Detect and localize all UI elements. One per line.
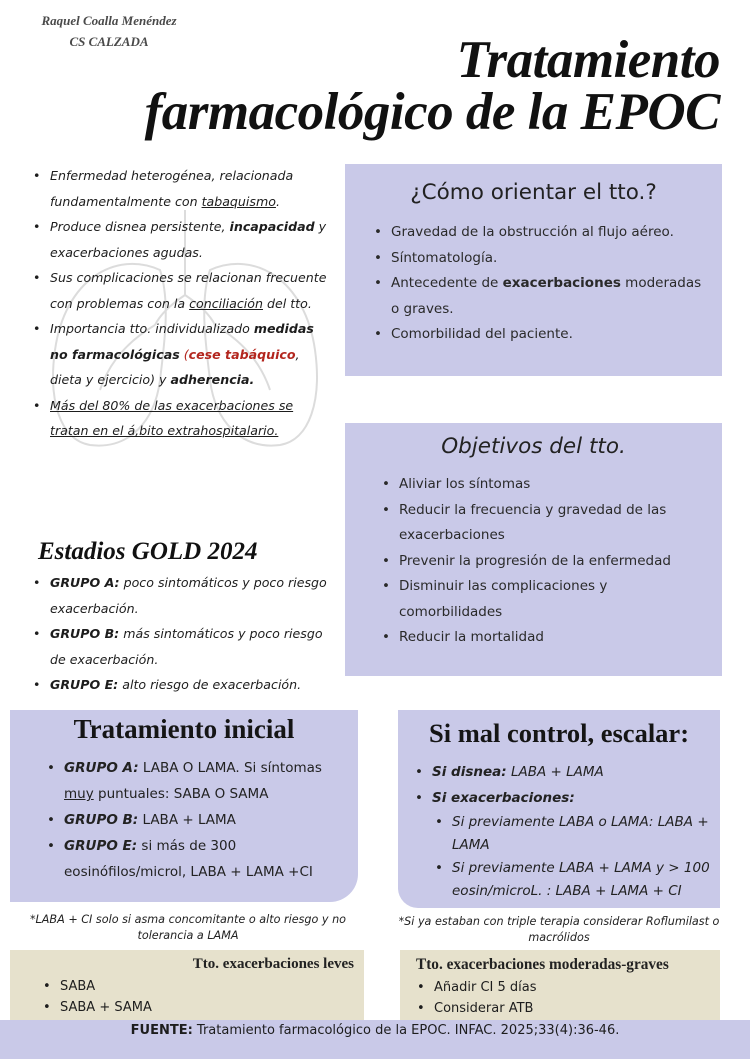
author-name: Raquel Coalla Menéndez bbox=[41, 13, 177, 28]
mild-exacerbation-panel bbox=[10, 950, 364, 1020]
intro-item: • Sus complicaciones se relacionan frecuente con problemas con la conciliación del tto. bbox=[30, 265, 330, 316]
escalate-item: • Si disnea: LABA + LAMA bbox=[412, 759, 712, 785]
title-line-1: Tratamiento bbox=[456, 31, 720, 89]
orient-item: • Antecedente de exacerbaciones moderadas o graves. bbox=[371, 271, 704, 322]
severe-exacerbation-panel bbox=[400, 950, 720, 1020]
source-label: FUENTE: bbox=[130, 1023, 193, 1038]
severe-item: • Considerar ATB bbox=[414, 998, 720, 1019]
orient-item: • Comorbilidad del paciente. bbox=[371, 322, 704, 348]
intro-item: • Más del 80% de las exacerbaciones se tratan en el á,bito extrahospitalario. bbox=[30, 393, 330, 444]
gold-list bbox=[30, 570, 340, 698]
severe-item: • Añadir CI 5 días bbox=[414, 977, 720, 998]
escalate-title: Si mal control, escalar: bbox=[428, 718, 690, 748]
orient-panel bbox=[345, 164, 722, 376]
escalate-subitem: • Si previamente LABA + LAMA y > 100 eosin/microL. : LABA + LAMA + CI bbox=[432, 857, 712, 903]
severe-title: Tto. exacerbaciones moderadas-graves bbox=[416, 956, 669, 973]
initial-item: • GRUPO E: si más de 300 eosinófilos/microl, LABA + LAMA +CI bbox=[44, 833, 348, 885]
objective-item: • Prevenir la progresión de la enfermedad bbox=[379, 549, 704, 575]
objectives-list bbox=[379, 472, 704, 651]
objectives-panel bbox=[345, 423, 722, 676]
objective-item: • Aliviar los síntomas bbox=[379, 472, 704, 498]
intro-list bbox=[30, 163, 330, 444]
severe-list bbox=[414, 977, 720, 1019]
initial-list bbox=[44, 755, 348, 885]
initial-treatment-panel bbox=[10, 710, 358, 902]
escalate-list bbox=[412, 759, 712, 903]
orient-item: • Síntomatología. bbox=[371, 246, 704, 272]
gold-item: • GRUPO A: poco sintomáticos y poco riesgo exacerbación. bbox=[30, 570, 340, 621]
gold-item: • GRUPO B: más sintomáticos y poco riesgo de exacerbación. bbox=[30, 621, 340, 672]
initial-title: Tratamiento inicial bbox=[73, 714, 295, 744]
initial-item: • GRUPO B: LABA + LAMA bbox=[44, 807, 348, 833]
escalate-item: • Si exacerbaciones: • Si previamente LABA o LAMA: LABA + LAMA • Si previamente LABA + LAMA y > 100 eosin/microL. : LABA + LAMA + CI bbox=[412, 785, 712, 903]
escalate-sublist bbox=[432, 811, 712, 903]
mild-item: • SABA bbox=[40, 976, 364, 997]
objective-item: • Disminuir las complicaciones y comorbilidades bbox=[379, 574, 704, 625]
intro-item: • Produce disnea persistente, incapacidad y exacerbaciones agudas. bbox=[30, 214, 330, 265]
escalate-note: *Si ya estaban con triple terapia considerar Roflumilast o macrólidos bbox=[398, 915, 720, 944]
source-text: Tratamiento farmacológico de la EPOC. INFAC. 2025;33(4):36-46. bbox=[192, 1023, 620, 1038]
objective-item: • Reducir la frecuencia y gravedad de las exacerbaciones bbox=[379, 498, 704, 549]
objectives-title: Objetivos del tto. bbox=[441, 434, 626, 459]
page-title bbox=[144, 31, 720, 141]
orient-title: ¿Cómo orientar el tto.? bbox=[410, 180, 657, 205]
mild-item: • SABA + SAMA bbox=[40, 997, 364, 1018]
title-line-2: farmacológico de la EPOC bbox=[144, 83, 720, 141]
gold-title: Estadios GOLD 2024 bbox=[38, 538, 258, 565]
author-center: CS CALZADA bbox=[69, 34, 149, 49]
initial-note: *LABA + CI solo si asma concomitante o alto riesgo y no tolerancia a LAMA bbox=[29, 913, 347, 942]
intro-item: • Enfermedad heterogénea, relacionada fundamentalmente con tabaquismo. bbox=[30, 163, 330, 214]
mild-title: Tto. exacerbaciones leves bbox=[192, 956, 354, 972]
orient-list bbox=[371, 220, 704, 348]
source-footer bbox=[0, 1020, 750, 1059]
initial-item: • GRUPO A: LABA O LAMA. Si síntomas muy puntuales: SABA O SAMA bbox=[44, 755, 348, 807]
gold-item: • GRUPO E: alto riesgo de exacerbación. bbox=[30, 672, 340, 698]
mild-list bbox=[40, 976, 364, 1018]
intro-item: • Importancia tto. individualizado medidas no farmacológicas (cese tabáquico, dieta y ejercicio) y adherencia. bbox=[30, 316, 330, 393]
escalate-panel bbox=[398, 710, 720, 908]
escalate-subitem: • Si previamente LABA o LAMA: LABA + LAMA bbox=[432, 811, 712, 857]
orient-item: • Gravedad de la obstrucción al flujo aéreo. bbox=[371, 220, 704, 246]
objective-item: • Reducir la mortalidad bbox=[379, 625, 704, 651]
